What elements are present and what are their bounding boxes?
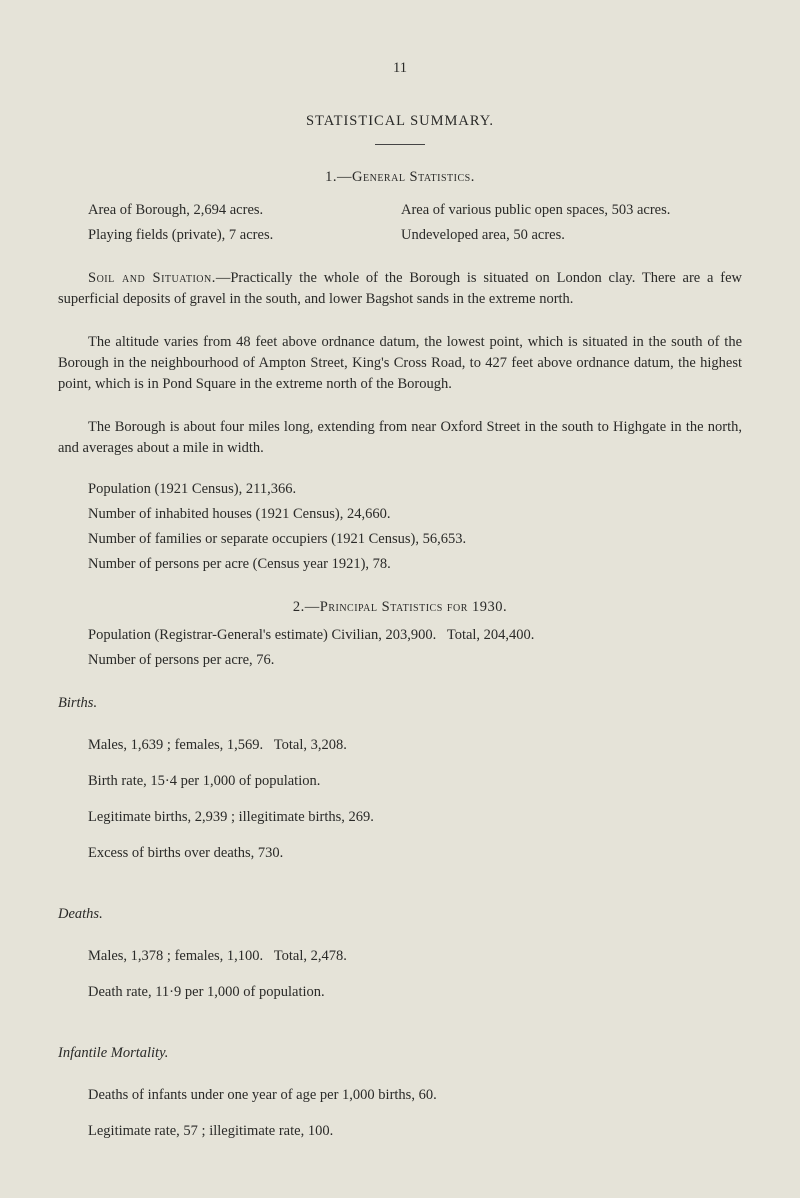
section-2-heading: 2.—Principal Statistics for 1930. [292,599,508,615]
births-label: Births. [58,695,98,711]
section-1-heading: 1.—General Statistics. [325,169,475,185]
infantile-list [58,1068,742,1158]
census-item: Number of persons per acre (Census year 1921), 78. [88,556,391,572]
soil-label: Soil and Situation. [88,270,216,286]
persons-per-acre: Number of persons per acre, 76. [88,652,275,668]
undeveloped-text: Undeveloped area, 50 acres. [401,227,565,243]
playing-row [58,225,742,246]
page-number: 11 [393,60,407,76]
deaths-line: Death rate, 11·9 per 1,000 of population. [88,984,325,1000]
area-row [58,200,742,221]
census-list [58,477,742,577]
divider [375,144,425,145]
page-title: STATISTICAL SUMMARY. [305,113,495,129]
births-list [58,718,742,880]
area-text: Area of Borough, 2,694 acres. [88,202,264,218]
census-item: Number of inhabited houses (1921 Census), 24,660. [88,506,391,522]
extent-paragraph: The Borough is about four miles long, extending from near Oxford Street in the south to Highgate in the north, and averages about a mile in width. [58,419,742,456]
births-line: Birth rate, 15·4 per 1,000 of population. [88,773,321,789]
infantile-line: Legitimate rate, 57 ; illegitimate rate, 100. [88,1123,334,1139]
census-item: Population (1921 Census), 211,366. [88,481,297,497]
deaths-line: Males, 1,378 ; females, 1,100. Total, 2,478. [88,948,347,964]
deaths-list [58,929,742,1019]
soil-text: —Practically the whole of the Borough is situated on London clay. There are a few superficial deposits of gravel in the south, and lower Bagshot sands in the extreme north. [58,270,743,307]
births-line: Legitimate births, 2,939 ; illegitimate births, 269. [88,809,374,825]
open-spaces-text: Area of various public open spaces, 503 acres. [401,202,671,218]
births-line: Males, 1,639 ; females, 1,569. Total, 3,208. [88,737,347,753]
census-item: Number of families or separate occupiers (1921 Census), 56,653. [88,531,467,547]
infantile-line: Deaths of infants under one year of age per 1,000 births, 60. [88,1087,437,1103]
playing-fields-text: Playing fields (private), 7 acres. [88,227,274,243]
altitude-paragraph: The altitude varies from 48 feet above ordnance datum, the lowest point, which is situated in the south of the Borough in the neighbourhood of Ampton Street, King's Cross Road, to 427 feet above ordnance datum, the highest point, which is in Pond Square in the extreme north of the Borough. [58,334,742,392]
births-line: Excess of births over deaths, 730. [88,845,284,861]
infantile-label: Infantile Mortality. [58,1045,169,1061]
soil-paragraph [58,268,742,310]
deaths-label: Deaths. [58,906,103,922]
population-estimate: Population (Registrar-General's estimate) Civilian, 203,900. Total, 204,400. [88,627,535,643]
